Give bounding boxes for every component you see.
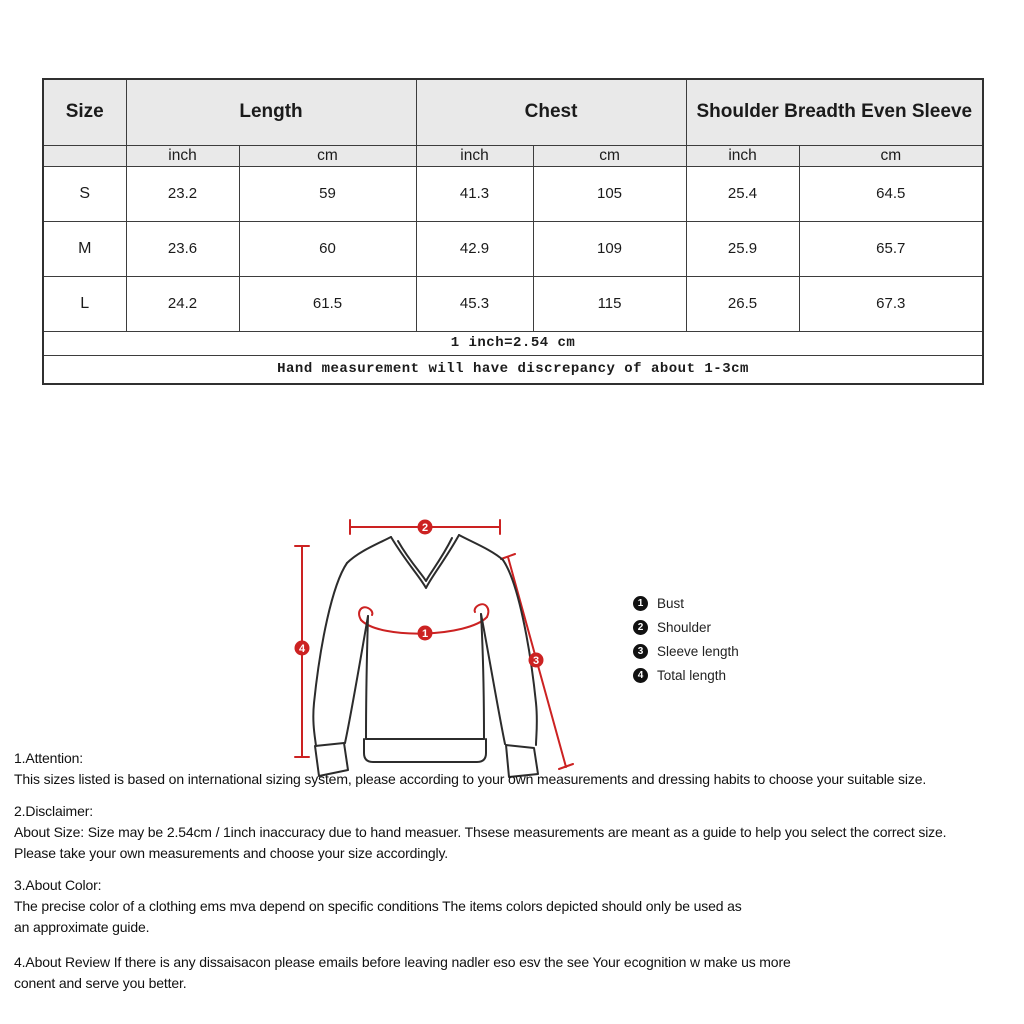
table-unit-row — [43, 145, 983, 166]
value-cell: 59 — [239, 166, 416, 221]
legend-number-icon: 4 — [633, 668, 648, 683]
sweater-right-sleeve-outer — [503, 560, 540, 745]
col-header-shoulder: Shoulder Breadth Even Sleeve — [686, 79, 983, 145]
unit-cell: inch — [686, 145, 799, 166]
note-disclaimer — [14, 801, 1019, 864]
note-text: About Size: Size may be 2.54cm / 1inch inaccuracy due to hand measuer. Thsese measurements are meant as a guide to help you select the correct size. — [14, 824, 947, 840]
size-cell: M — [43, 221, 126, 276]
note-attention — [14, 748, 1019, 790]
legend-label: Shoulder — [657, 619, 712, 635]
value-cell: 24.2 — [126, 276, 239, 331]
value-cell: 65.7 — [799, 221, 983, 276]
unit-cell-empty — [43, 145, 126, 166]
marker-number-1: 1 — [421, 628, 429, 640]
legend-item-shoulder — [633, 615, 739, 639]
col-header-chest: Chest — [416, 79, 686, 145]
legend-label: Bust — [657, 595, 685, 611]
garment-measurement-diagram — [280, 500, 620, 790]
note-about-color — [14, 875, 1019, 938]
legend-number-icon: 1 — [633, 596, 648, 611]
measurement-legend — [633, 591, 739, 687]
value-cell: 105 — [533, 166, 686, 221]
legend-number-icon: 3 — [633, 644, 648, 659]
sweater-left-sleeve-inner — [345, 616, 368, 743]
measure-markers — [295, 520, 544, 668]
sweater-outline — [313, 535, 538, 777]
sweater-torso-left — [366, 616, 368, 739]
note-heading: 2.Disclaimer: — [14, 803, 93, 819]
marker-number-2: 2 — [421, 522, 429, 534]
note-heading: 3.About Color: — [14, 877, 102, 893]
value-cell: 45.3 — [416, 276, 533, 331]
inch-conversion-note: 1 inch=2.54 cm — [43, 331, 983, 355]
note-text: Please take your own measurements and choose your size accordingly. — [14, 845, 449, 861]
col-header-length: Length — [126, 79, 416, 145]
value-cell: 67.3 — [799, 276, 983, 331]
legend-item-total-length — [633, 663, 739, 687]
measure-lines — [295, 520, 573, 769]
note-text: an approximate guide. — [14, 919, 150, 935]
value-cell: 109 — [533, 221, 686, 276]
unit-cell: inch — [416, 145, 533, 166]
marker-number-3: 3 — [532, 655, 540, 667]
marker-number-4: 4 — [298, 643, 306, 655]
unit-cell: cm — [239, 145, 416, 166]
note-text: This sizes listed is based on international sizing system, please according to your own measurements and dressing habits to choose your suitable size. — [14, 771, 927, 787]
unit-cell: inch — [126, 145, 239, 166]
sweater-left-shoulder — [347, 537, 391, 563]
value-cell: 60 — [239, 221, 416, 276]
unit-cell: cm — [799, 145, 983, 166]
table-row-m — [43, 221, 983, 276]
col-header-size: Size — [43, 79, 126, 145]
legend-item-sleeve-length — [633, 639, 739, 663]
value-cell: 61.5 — [239, 276, 416, 331]
sweater-left-sleeve-outer — [313, 563, 347, 746]
size-table — [42, 78, 984, 385]
legend-item-bust — [633, 591, 739, 615]
table-note-row-2 — [43, 355, 983, 384]
legend-label: Total length — [657, 667, 727, 683]
value-cell: 23.2 — [126, 166, 239, 221]
value-cell: 42.9 — [416, 221, 533, 276]
size-cell: L — [43, 276, 126, 331]
value-cell: 23.6 — [126, 221, 239, 276]
table-note-row-1 — [43, 331, 983, 355]
table-header-row — [43, 79, 983, 145]
note-about-review — [14, 952, 1019, 994]
sweater-right-shoulder — [459, 535, 503, 560]
measurement-discrepancy-note: Hand measurement will have discrepancy of about 1-3cm — [43, 355, 983, 384]
table-row-l — [43, 276, 983, 331]
legend-number-icon: 2 — [633, 620, 648, 635]
value-cell: 25.4 — [686, 166, 799, 221]
measure-arc-bust-left-loop — [359, 607, 372, 620]
value-cell: 41.3 — [416, 166, 533, 221]
value-cell: 26.5 — [686, 276, 799, 331]
table-row-s — [43, 166, 983, 221]
note-text: The precise color of a clothing ems mva depend on specific conditions The items colors depicted should only be used as — [14, 898, 742, 914]
value-cell: 64.5 — [799, 166, 983, 221]
note-heading: 1.Attention: — [14, 750, 84, 766]
value-cell: 115 — [533, 276, 686, 331]
note-text: 4.About Review If there is any dissaisacon please emails before leaving nadler eso esv the see Your ecognition w make us more — [14, 954, 791, 970]
size-cell: S — [43, 166, 126, 221]
value-cell: 25.9 — [686, 221, 799, 276]
note-text: conent and serve you better. — [14, 975, 187, 991]
unit-cell: cm — [533, 145, 686, 166]
notes-section — [14, 748, 1019, 1005]
legend-label: Sleeve length — [657, 643, 739, 659]
